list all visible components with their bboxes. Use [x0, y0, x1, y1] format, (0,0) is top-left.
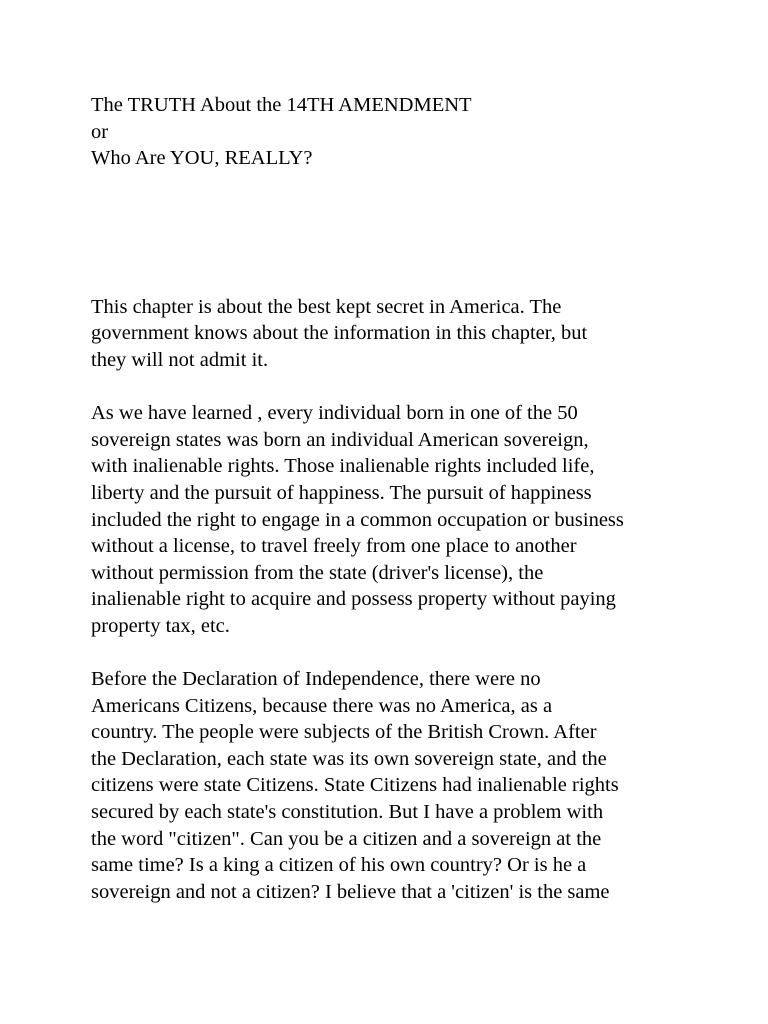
text-line: property tax, etc.	[91, 614, 230, 637]
text-line: citizens were state Citizens. State Citizens had inalienable rights	[91, 774, 619, 797]
text-line: government knows about the information in this chapter, but	[91, 322, 588, 345]
text-line: Americans Citizens, because there was no America, as a	[91, 694, 553, 717]
text-line: As we have learned , every individual born in one of the 50	[91, 402, 578, 425]
text-line: without a license, to travel freely from one place to another	[91, 535, 577, 558]
text-line: liberty and the pursuit of happiness. The pursuit of happiness	[91, 481, 592, 504]
document-page	[91, 92, 691, 932]
text-line: secured by each state's constitution. But I have a problem with	[91, 801, 604, 824]
paragraph-rights	[91, 400, 691, 639]
text-line: Before the Declaration of Independence, there were no	[91, 668, 541, 691]
paragraph-intro	[91, 294, 691, 374]
text-line: sovereign and not a citizen? I believe that a 'citizen' is the same	[91, 880, 610, 903]
text-line: with inalienable rights. Those inalienable rights included life,	[91, 455, 595, 478]
paragraph-declaration	[91, 666, 691, 905]
text-line: same time? Is a king a citizen of his own country? Or is he a	[91, 854, 587, 877]
text-line: the word "citizen". Can you be a citizen and a sovereign at the	[91, 827, 602, 850]
title-line: Who Are YOU, REALLY?	[91, 147, 313, 170]
text-line: they will not admit it.	[91, 348, 269, 371]
text-line: inalienable right to acquire and possess property without paying	[91, 588, 616, 611]
text-line: the Declaration, each state was its own sovereign state, and the	[91, 747, 607, 770]
text-line: without permission from the state (driver's license), the	[91, 561, 544, 584]
document-title	[91, 92, 691, 172]
text-line: included the right to engage in a common occupation or business	[91, 508, 624, 531]
text-line: sovereign states was born an individual American sovereign,	[91, 428, 589, 451]
text-line: country. The people were subjects of the British Crown. After	[91, 721, 597, 744]
text-line: This chapter is about the best kept secret in America. The	[91, 295, 562, 318]
spacer	[91, 172, 691, 294]
title-line: or	[91, 120, 109, 143]
title-line: The TRUTH About the 14TH AMENDMENT	[91, 94, 472, 116]
